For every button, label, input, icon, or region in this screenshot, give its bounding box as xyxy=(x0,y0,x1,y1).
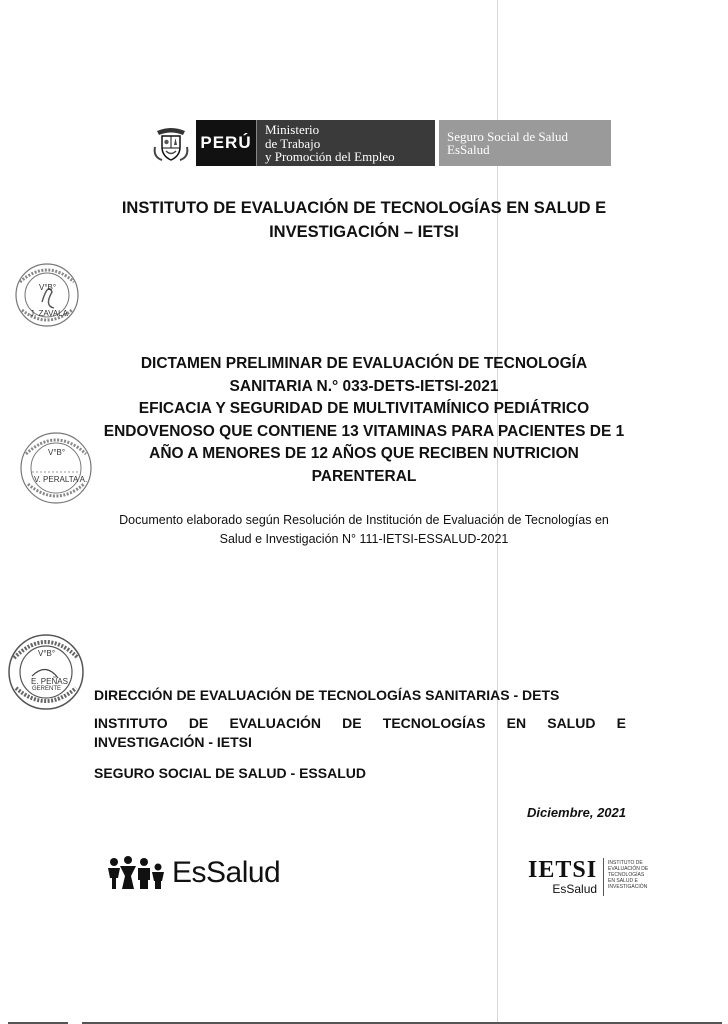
dictamen-line-3: EFICACIA Y SEGURIDAD DE MULTIVITAMÍNICO PEDIÁTRICO xyxy=(138,400,590,417)
ministry-line-2: de Trabajo xyxy=(265,135,321,151)
seguro-line-1: Seguro Social de Salud xyxy=(447,129,568,144)
dictamen-line-5: AÑO A MENORES DE 12 AÑOS QUE RECIBEN NUTRICION xyxy=(149,445,579,462)
credit-ietsi-line-1 xyxy=(94,714,626,733)
credit-word: EVALUACIÓN xyxy=(229,715,321,731)
stamp-vb-label: V°B° xyxy=(39,283,57,292)
essalud-logo xyxy=(106,856,280,890)
government-header xyxy=(146,120,611,166)
seguro-line-2: EsSalud xyxy=(447,142,490,157)
credit-word: EN xyxy=(506,715,527,731)
credit-word: DE xyxy=(342,715,362,731)
credit-word: TECNOLOGÍAS xyxy=(382,715,486,731)
credit-word: INSTITUTO xyxy=(94,715,168,731)
dictamen-line-1: DICTAMEN PRELIMINAR DE EVALUACIÓN DE TECNOLOGÍA xyxy=(140,355,588,372)
credit-ietsi-line-2: INVESTIGACIÓN - IETSI xyxy=(94,734,252,750)
approval-stamp-zavala xyxy=(14,262,80,333)
credit-essalud: SEGURO SOCIAL DE SALUD - ESSALUD xyxy=(94,765,366,781)
ietsi-description: INSTITUTO DE EVALUACIÓN DE TECNOLOGÍAS EN SALUD E INVESTIGACIÓN xyxy=(608,860,649,890)
dictamen-title xyxy=(0,353,728,488)
resolution-note-line-1: Documento elaborado según Resolución de Institución de Evaluación de Tecnologías en xyxy=(119,513,609,527)
institute-title xyxy=(0,196,728,244)
ietsi-mark xyxy=(528,858,604,896)
stamp-seal-icon xyxy=(18,430,94,506)
coat-of-arms-icon xyxy=(146,120,196,166)
credit-word: E xyxy=(616,715,626,731)
ministry-line-3: y Promoción del Empleo xyxy=(265,149,395,164)
resolution-note xyxy=(0,511,728,548)
stamp-seal-icon xyxy=(6,632,86,712)
stamp-name-label: J. ZAVALA xyxy=(30,309,68,318)
stamp-name-label: E. PEÑAS xyxy=(31,677,68,686)
ietsi-logo xyxy=(528,858,652,896)
family-figures-icon xyxy=(106,856,166,890)
credit-dets: DIRECCIÓN DE EVALUACIÓN DE TECNOLOGÍAS SANITARIAS - DETS xyxy=(94,687,560,703)
stamp-seal-icon xyxy=(14,262,80,328)
credit-word: DE xyxy=(188,715,209,731)
stamp-name-label: V. PERALTA A. xyxy=(34,475,88,484)
credit-word: SALUD xyxy=(547,715,596,731)
stamp-vb-label: V°B° xyxy=(48,448,66,457)
ministry-block xyxy=(257,120,435,166)
institute-title-line-2: INVESTIGACIÓN – IETSI xyxy=(269,223,459,241)
credit-ietsi xyxy=(94,714,626,752)
ietsi-wordmark: IETSI xyxy=(528,857,598,883)
stamp-vb-label: V°B° xyxy=(38,649,56,658)
approval-stamp-penas xyxy=(6,632,86,717)
peru-label: PERÚ xyxy=(196,120,257,166)
ietsi-sub-wordmark: EsSalud xyxy=(552,882,598,896)
dictamen-line-6: PARENTERAL xyxy=(311,467,417,485)
essalud-wordmark: EsSalud xyxy=(172,856,281,889)
document-date: Diciembre, 2021 xyxy=(526,805,626,820)
dictamen-line-4: ENDOVENOSO QUE CONTIENE 13 VITAMINAS PARA PACIENTES DE 1 xyxy=(103,422,625,440)
stamp-role-label: GERENTE xyxy=(32,686,62,692)
seguro-social-block xyxy=(439,120,611,166)
resolution-note-line-2: Salud e Investigación N° 111-IETSI-ESSALUD-2021 xyxy=(219,531,509,546)
dictamen-line-2: SANITARIA N.° 033-DETS-IETSI-2021 xyxy=(229,377,499,395)
institute-title-line-1: INSTITUTO DE EVALUACIÓN DE TECNOLOGÍAS EN SALUD E xyxy=(121,199,607,217)
ministry-line-1: Ministerio xyxy=(265,122,320,137)
approval-stamp-peralta xyxy=(18,430,94,511)
